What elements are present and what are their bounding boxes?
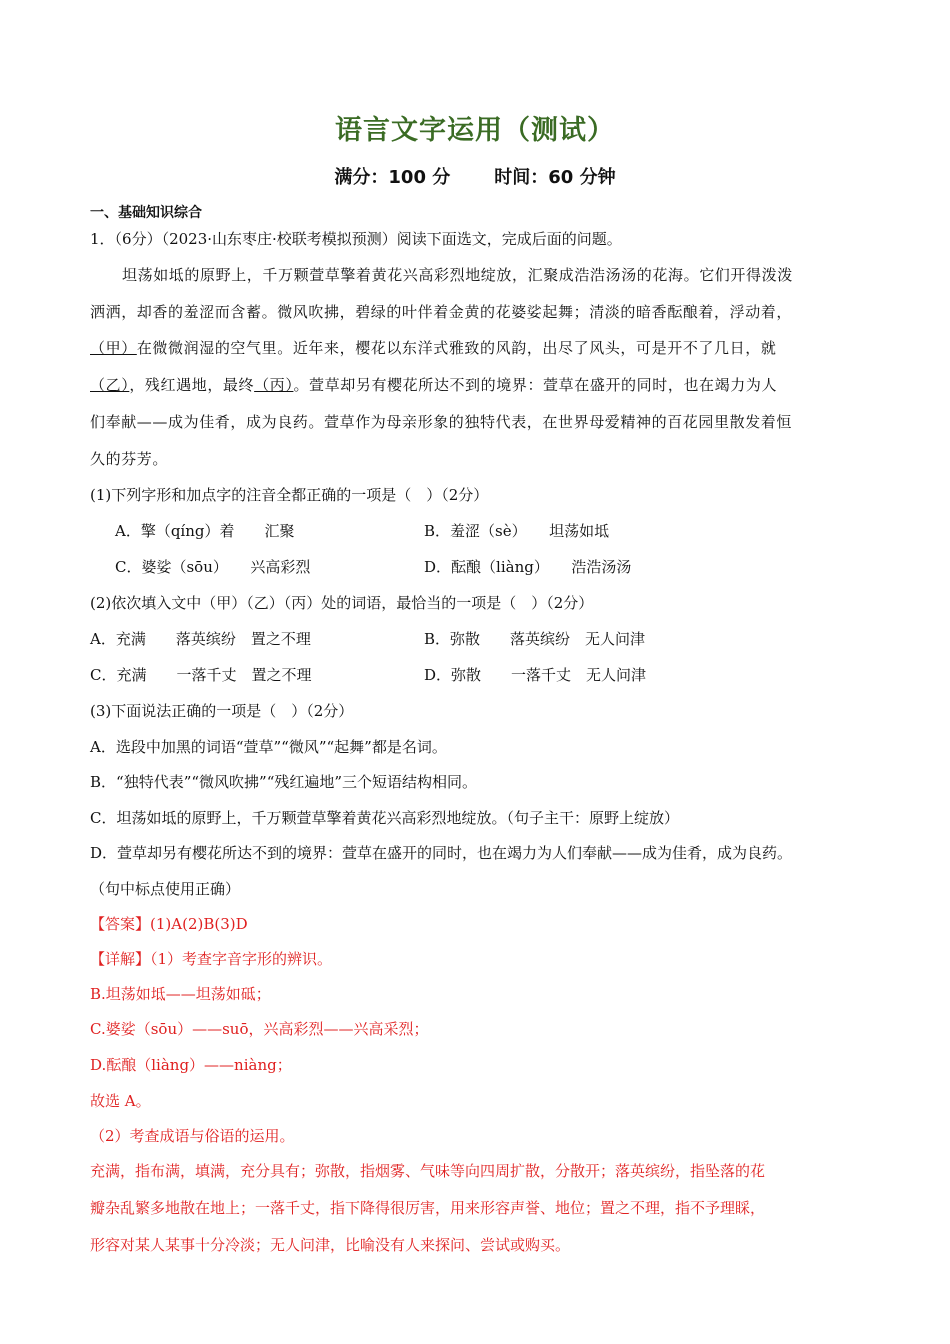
detail-conclusion: 故选 A。 [90, 1092, 151, 1110]
answer-text: (1)A(2)B(3)D [150, 915, 248, 933]
detail-d: D.酝酿（liàng）——niàng； [90, 1056, 292, 1074]
score-info: 满分：100 分 [334, 167, 451, 188]
option-1b: B．羞涩（sè） 坦荡如坻 [424, 522, 610, 540]
section-heading: 一、基础知识综合 [90, 205, 202, 221]
page-title: 语言文字运用（测试） [335, 115, 615, 146]
detail-explain-1: 充满，指布满，填满，充分具有；弥散，指烟雾、气味等向四周扩散，分散开；落英缤纷，指坠落的花 [90, 1162, 766, 1180]
detail-heading: 【详解】（1）考查字音字形的辨识。 [90, 950, 333, 968]
passage-line-1: 坦荡如坻的原野上，千万颗萱草擎着黄花兴高彩烈地绽放，汇聚成浩浩汤汤的花海。它们开得泼泼 [122, 266, 793, 284]
option-3d: D．萱草却另有樱花所达不到的境界：萱草在盛开的同时，也在竭力为人们奉献——成为佳肴，成为良药。 [90, 844, 793, 862]
option-2a: A．充满 落英缤纷 置之不理 [90, 630, 311, 648]
blank-bing: （丙） [254, 376, 294, 394]
answer-line [90, 914, 248, 934]
option-1a: A．擎（qíng）着 汇聚 [115, 522, 295, 540]
option-2c: C．充满 一落千丈 置之不理 [90, 666, 312, 684]
detail-b: B.坦荡如坻——坦荡如砥； [90, 985, 271, 1003]
passage-line-4: （乙），残红遇地，最终（丙）。萱草却另有樱花所达不到的境界：萱草在盛开的同时，也在竭力为人 [90, 376, 778, 394]
sub-question-3: (3)下面说法正确的一项是（ ）（2分） [90, 702, 354, 720]
passage-line-5: 们奉献——成为佳肴，成为良药。萱草作为母亲形象的独特代表，在世界母爱精神的百花园里散发着恒 [90, 413, 793, 431]
detail-c: C.婆娑（sōu）——suō，兴高彩烈——兴高采烈； [90, 1020, 429, 1038]
option-1d: D．酝酿（liàng） 浩浩汤汤 [424, 558, 632, 576]
passage-line-6: 久的芬芳。 [90, 450, 169, 468]
option-3c: C．坦荡如坻的原野上，千万颗萱草擎着黄花兴高彩烈地绽放。（句子主干：原野上绽放） [90, 809, 679, 827]
option-3b: B．“独特代表”“微风吹拂”“残红遍地”三个短语结构相同。 [90, 773, 478, 791]
detail-explain-2: 瓣杂乱繁多地散在地上；一落千丈，指下降得很厉害，用来形容声誉、地位；置之不理，指不予理睬， [90, 1199, 766, 1217]
time-info: 时间：60 分钟 [494, 167, 616, 188]
page-subtitle [0, 163, 950, 189]
blank-jia: （甲） [90, 339, 137, 357]
option-1c: C．婆娑（sōu） 兴高彩烈 [115, 558, 311, 576]
passage-line-2: 洒洒，却香的羞涩而含蓄。微风吹拂，碧绿的叶伴着金黄的花婆娑起舞；清淡的暗香酝酿着，浮动着， [90, 303, 793, 321]
detail-explain-3: 形容对某人某事十分冷淡；无人问津，比喻没有人来探问、尝试或购买。 [90, 1236, 571, 1254]
answer-tag: 【答案】 [90, 915, 151, 933]
passage-line-3: （甲）在微微润湿的空气里。近年来，樱花以东洋式雅致的风韵，出尽了风头，可是开不了几日，就 [90, 339, 777, 357]
option-2d: D．弥散 一落千丈 无人问津 [424, 666, 647, 684]
detail-part2: （2）考查成语与俗语的运用。 [90, 1127, 295, 1145]
question-1-stem: 1．（6分）（2023·山东枣庄·校联考模拟预测）阅读下面选文，完成后面的问题。 [90, 230, 622, 248]
option-3a: A．选段中加黑的词语“萱草”“微风”“起舞”都是名词。 [90, 738, 447, 756]
option-3d-note: （句中标点使用正确） [90, 880, 241, 898]
blank-yi: （乙） [90, 376, 130, 394]
detail-tag: 【详解】 [90, 950, 151, 968]
option-2b: B．弥散 落英缤纷 无人问津 [424, 630, 646, 648]
sub-question-1: (1)下列字形和加点字的注音全都正确的一项是（ ）（2分） [90, 486, 489, 504]
sub-question-2: (2)依次填入文中（甲）（乙）（丙）处的词语，最恰当的一项是（ ）（2分） [90, 594, 594, 612]
